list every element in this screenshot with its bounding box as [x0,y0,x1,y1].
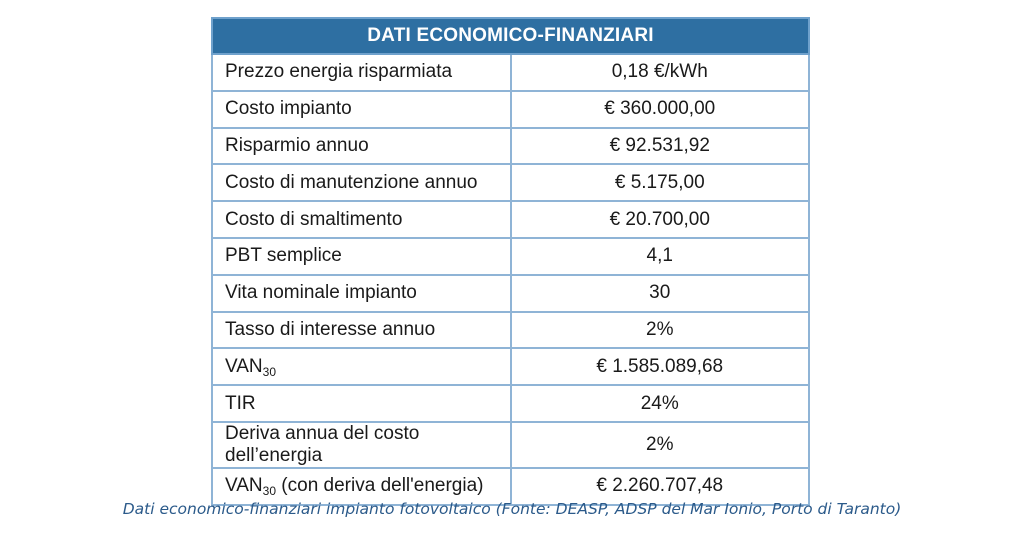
table-title: DATI ECONOMICO-FINANZIARI [212,18,809,54]
table-row [212,91,809,128]
table-row [212,422,809,468]
row-label: Costo di manutenzione annuo [212,164,511,201]
table-row [212,54,809,91]
table-row [212,348,809,385]
van-subscript: 30 [262,484,277,499]
van-label: VAN [225,355,263,377]
row-value: 2% [511,312,810,349]
row-value: 4,1 [511,238,810,275]
row-label [212,348,511,385]
table-row [212,385,809,422]
van-subscript: 30 [262,364,277,379]
row-value: 24% [511,385,810,422]
row-value: € 92.531,92 [511,128,810,165]
row-label: TIR [212,385,511,422]
table-row [212,238,809,275]
row-value: € 1.585.089,68 [511,348,810,385]
financial-data-table [211,17,810,506]
row-label: Tasso di interesse annuo [212,312,511,349]
row-value: € 360.000,00 [511,91,810,128]
row-label: PBT semplice [212,238,511,275]
table-caption: Dati economico-finanziari impianto fotovoltaico (Fonte: DEASP, ADSP del Mar Ionio, Porto di Taranto) [122,500,902,518]
row-value: 0,18 €/kWh [511,54,810,91]
row-value: € 20.700,00 [511,201,810,238]
table-row [212,128,809,165]
table-row [212,275,809,312]
row-label: Costo di smaltimento [212,201,511,238]
table-row [212,312,809,349]
row-label: Vita nominale impianto [212,275,511,312]
table-row [212,164,809,201]
row-label: Risparmio annuo [212,128,511,165]
van-label: VAN [225,475,263,497]
van-label-rest: (con deriva dell'energia) [276,475,484,497]
row-label: Costo impianto [212,91,511,128]
row-value: € 2.260.707,48 [511,468,810,505]
row-label: Prezzo energia risparmiata [212,54,511,91]
table-header-row [212,18,809,54]
row-value: € 5.175,00 [511,164,810,201]
row-value: 2% [511,422,810,468]
row-value: 30 [511,275,810,312]
financial-data-table-wrapper [211,17,810,506]
row-label: Deriva annua del costo dell’energia [212,422,511,468]
table-row [212,201,809,238]
